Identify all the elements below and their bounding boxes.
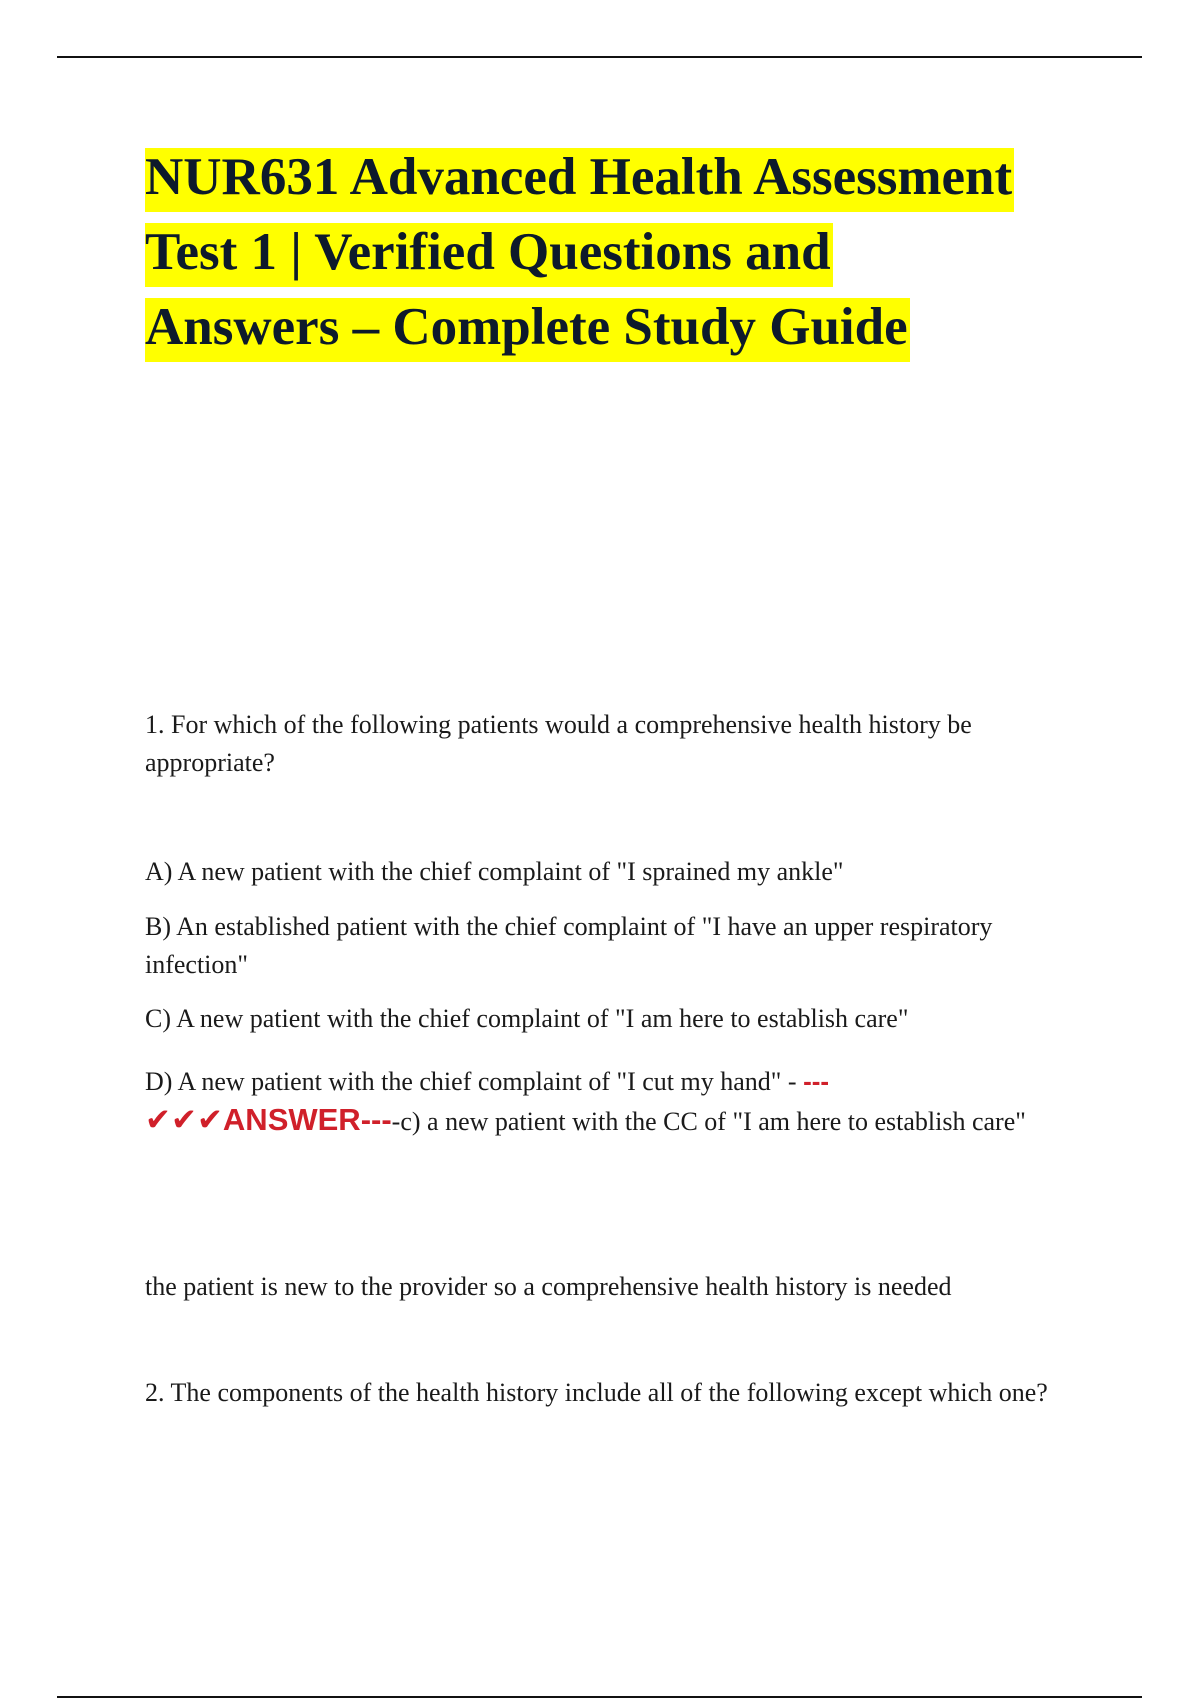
answer-text: -c) a new patient with the CC of "I am here to establish care" bbox=[391, 1107, 1026, 1136]
question-1-option-c: C) A new patient with the chief complaint of "I am here to establish care" bbox=[145, 1004, 909, 1033]
question-1-option-a: A) A new patient with the chief complaint of "I sprained my ankle" bbox=[145, 857, 844, 886]
title-line-2: Test 1 | Verified Questions and bbox=[145, 223, 833, 287]
question-2-text: 2. The components of the health history include all of the following except which one? bbox=[145, 1378, 1048, 1407]
question-1-option-d-with-answer bbox=[145, 1062, 1075, 1141]
option-d-text: D) A new patient with the chief complaint of "I cut my hand" - bbox=[145, 1067, 804, 1096]
title-line-1: NUR631 Advanced Health Assessment bbox=[145, 148, 1014, 212]
answer-marker: ✔✔✔ANSWER--- bbox=[145, 1102, 392, 1137]
question-1-explanation: the patient is new to the provider so a comprehensive health history is needed bbox=[145, 1272, 952, 1301]
title-line-3: Answers – Complete Study Guide bbox=[145, 298, 910, 362]
question-1-text: 1. For which of the following patients would a comprehensive health history be appropriate? bbox=[145, 710, 972, 777]
dash-marker: --- bbox=[803, 1066, 830, 1096]
top-divider bbox=[57, 56, 1142, 58]
question-1-option-b: B) An established patient with the chief complaint of "I have an upper respiratory infection" bbox=[145, 912, 993, 979]
bottom-divider bbox=[57, 1696, 1142, 1698]
document-title bbox=[145, 140, 1085, 365]
